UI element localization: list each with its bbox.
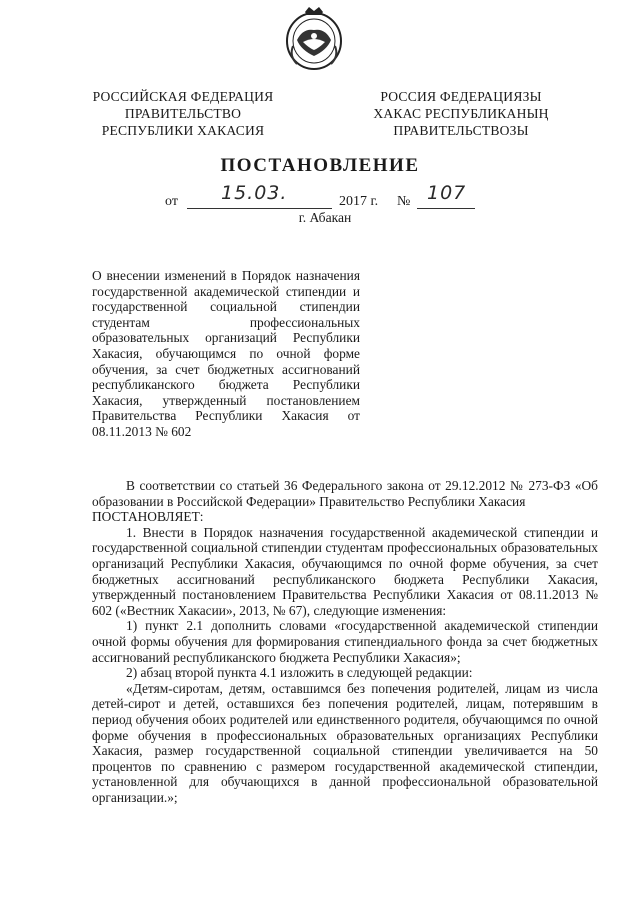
- resolves-heading: ПОСТАНОВЛЯЕТ:: [92, 509, 204, 525]
- dateline: [165, 182, 505, 212]
- number-label: №: [397, 194, 411, 209]
- header-left-line-1: РОССИЙСКАЯ ФЕДЕРАЦИЯ: [92, 89, 274, 104]
- header-left-line-3: РЕСПУБЛИКИ ХАКАСИЯ: [101, 123, 265, 138]
- header-left-line-2: ПРАВИТЕЛЬСТВО: [124, 106, 242, 121]
- subject-block: О внесении изменений в Порядок назначения государственной академической стипендии и государственной социальной стипендии студентам профессиональных образовательных организаций Республики Хакасия, обучающимся по очной форме обучения, за счет бюджетных ассигнований республиканского бюджета Республики Хакасия, утвержденный постановлением Правительства Республики Хакасия от 08.11.2013 № 602: [92, 268, 360, 439]
- header-left-block: [78, 88, 288, 139]
- handwritten-date: 15.03.: [221, 182, 288, 204]
- document-body: [92, 478, 598, 805]
- quoted-amendment-paragraph: «Детям-сиротам, детям, оставшимся без попечения родителей, лицам из числа детей-сирот и детей, оставшихся без попечения родителей, лицам, потерявшим в период обучения обоих родителей или единственного родителя, обучающимся по очной форме обучения в профессиональных образовательных организациях Республики Хакасия, размер государственной социальной стипендии увеличивается на 50 процентов по сравнению с размером государственной академической стипендии, установленной для обучающихся в данной профессиональной образовательной организации.»;: [92, 680, 598, 805]
- number-underline: [417, 208, 475, 209]
- document-title: ПОСТАНОВЛЕНИЕ: [220, 155, 420, 176]
- item-1-1-paragraph: 1) пункт 2.1 дополнить словами «государственной академической стипендии очной формы обучения для формирования стипендиального фонда за счет бюджетных ассигнований республиканского бюджета Республики Хакасия»;: [92, 618, 598, 665]
- handwritten-number: 107: [427, 182, 467, 204]
- header-right-block: [352, 88, 570, 139]
- preamble-paragraph: В соответствии со статьей 36 Федерального закона от 29.12.2012 № 273-ФЗ «Об образовании в Российской Федерации» Правительство Республики Хакасия: [92, 478, 598, 509]
- item-1-paragraph: 1. Внести в Порядок назначения государственной академической стипендии и государственной социальной стипендии студентам профессиональных образовательных организаций Республики Хакасия, обучающимся по очной форме обучения, за счет бюджетных ассигнований республиканского бюджета Республики Хакасия, утвержденный постановлением Правительства Республики Хакасия от 08.11.2013 № 602 («Вестник Хакасии», 2013, № 67), следующие изменения:: [92, 524, 598, 618]
- header-right-line-1: РОССИЯ ФЕДЕРАЦИЯЗЫ: [380, 89, 542, 104]
- header-right-line-3: ПРАВИТЕЛЬСТВОЗЫ: [393, 123, 529, 138]
- item-1-2-paragraph: 2) абзац второй пункта 4.1 изложить в следующей редакции:: [126, 665, 473, 681]
- date-year: 2017 г.: [339, 194, 379, 209]
- coat-of-arms-emblem: [283, 6, 345, 72]
- city-line: г. Абакан: [298, 210, 352, 225]
- date-prefix: от: [165, 194, 178, 209]
- date-underline: [187, 208, 332, 209]
- header-right-line-2: ХАКАС РЕСПУБЛИКАНЫҢ: [373, 106, 549, 121]
